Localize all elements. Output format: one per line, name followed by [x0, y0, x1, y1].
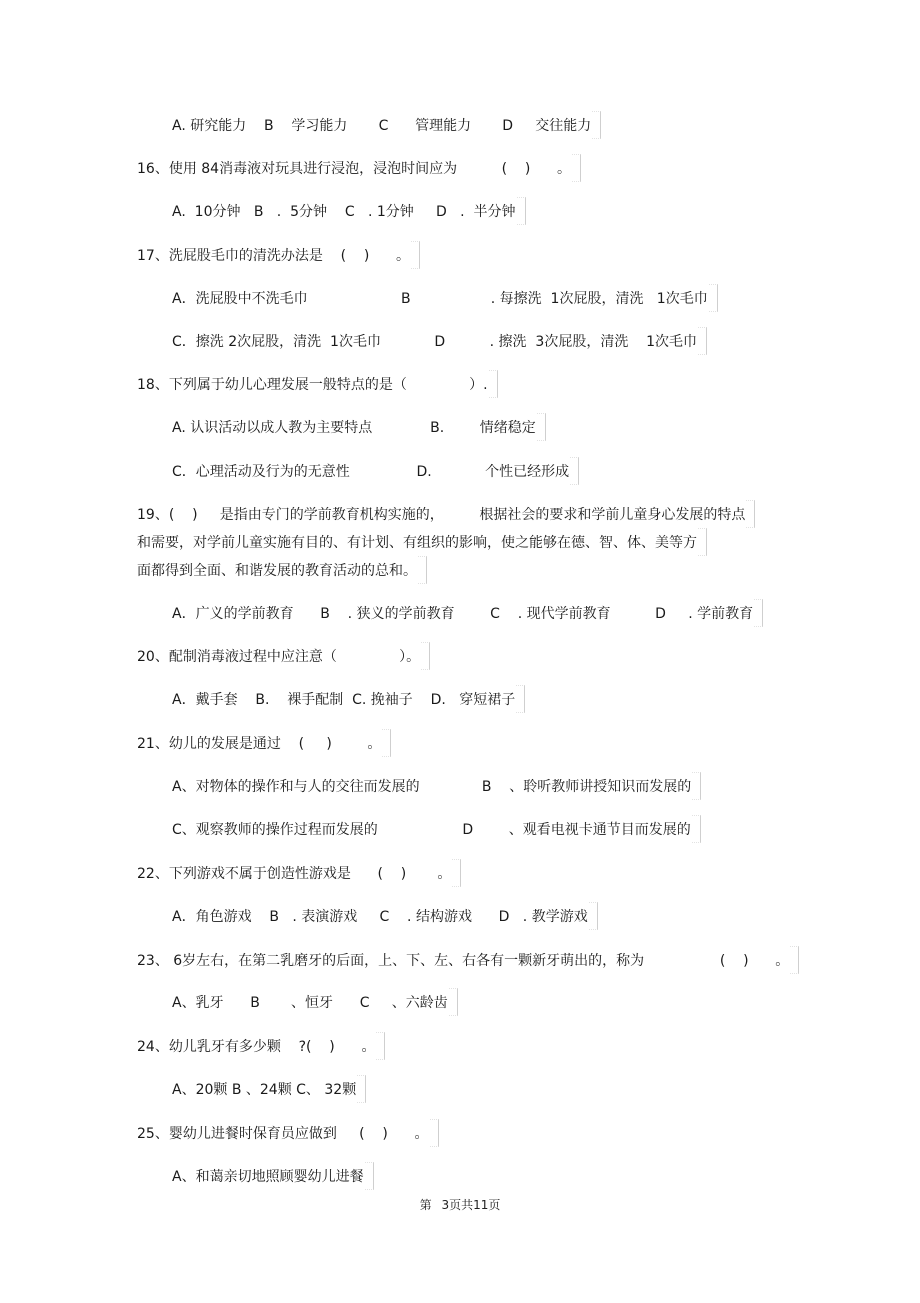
option-line-q18-cd: C．心理活动及行为的无意性 D. 个性已经形成: [172, 464, 570, 480]
option-line-q18-ab: A. 认识活动以成人教为主要特点 B. 情绪稳定: [172, 420, 536, 436]
option-line-q25: A、和蔼亲切地照顾婴幼儿进餐: [172, 1169, 364, 1185]
question-24: 24、幼儿乳牙有多少颗 ?( ) 。: [137, 1039, 376, 1055]
option-line-q22: A．角色游戏 B . 表演游戏 C . 结构游戏 D . 教学游戏: [172, 909, 588, 925]
option-line-q23: A、乳牙 B 、恒牙 C 、六龄齿: [172, 995, 448, 1011]
question-21: 21、幼儿的发展是通过 ( ) 。: [137, 736, 382, 752]
question-19-line2: 和需要，对学前儿童实施有目的、有计划、有组织的影响，使之能够在德、智、体、美等方: [137, 535, 697, 551]
question-19-line3: 面都得到全面、和谐发展的教育活动的总和。: [137, 563, 417, 579]
page-number: 3页共11页: [441, 1198, 501, 1212]
question-25: 25、婴幼儿进餐时保育员应做到 ( ) 。: [137, 1126, 429, 1142]
page-footer: [0, 1196, 920, 1213]
option-line-q17-ab: A．洗屁股中不洗毛巾 B . 每擦洗 1次屁股，清洗 1次毛巾: [172, 291, 708, 307]
question-16: 16、使用 84消毒液对玩具进行浸泡，浸泡时间应为 ( ) 。: [137, 161, 572, 177]
option-line-q21-cd: C、观察教师的操作过程而发展的 D 、观看电视卡通节目而发展的: [172, 822, 691, 838]
option-line-q24: A、20颗 B 、24颗 C、 32颗: [172, 1082, 357, 1098]
question-18: 18、下列属于幼儿心理发展一般特点的是（ ）.: [137, 377, 488, 393]
option-line-q21-ab: A、对物体的操作和与人的交往而发展的 B 、聆听教师讲授知识而发展的: [172, 779, 692, 795]
question-17: 17、洗屁股毛巾的清洗办法是 ( ) 。: [137, 248, 411, 264]
option-line-q17-cd: C．擦洗 2次屁股，清洗 1次毛巾 D . 擦洗 3次屁股，清洗 1次毛巾: [172, 334, 698, 350]
option-line-q20: A．戴手套 B. 裸手配制 C. 挽袖子 D. 穿短裙子: [172, 692, 516, 708]
option-line-q15: A. 研究能力 B 学习能力 C 管理能力 D 交往能力: [172, 118, 592, 134]
option-line-q16: A. 10分钟 B . 5分钟 C . 1分钟 D . 半分钟: [172, 204, 516, 220]
question-19-line1: 19、( ) 是指由专门的学前教育机构实施的， 根据社会的要求和学前儿童身心发展的特点: [137, 507, 746, 523]
footer-prefix: 第: [419, 1198, 432, 1212]
question-20: 20、配制消毒液过程中应注意（ ）。: [137, 649, 421, 665]
question-22: 22、下列游戏不属于创造性游戏是 ( ) 。: [137, 866, 452, 882]
option-line-q19: A．广义的学前教育 B . 狭义的学前教育 C . 现代学前教育 D . 学前教育: [172, 606, 754, 622]
question-23: 23、 6岁左右，在第二乳磨牙的后面，上、下、左、右各有一颗新牙萌出的，称为 ( ) 。: [137, 953, 790, 969]
